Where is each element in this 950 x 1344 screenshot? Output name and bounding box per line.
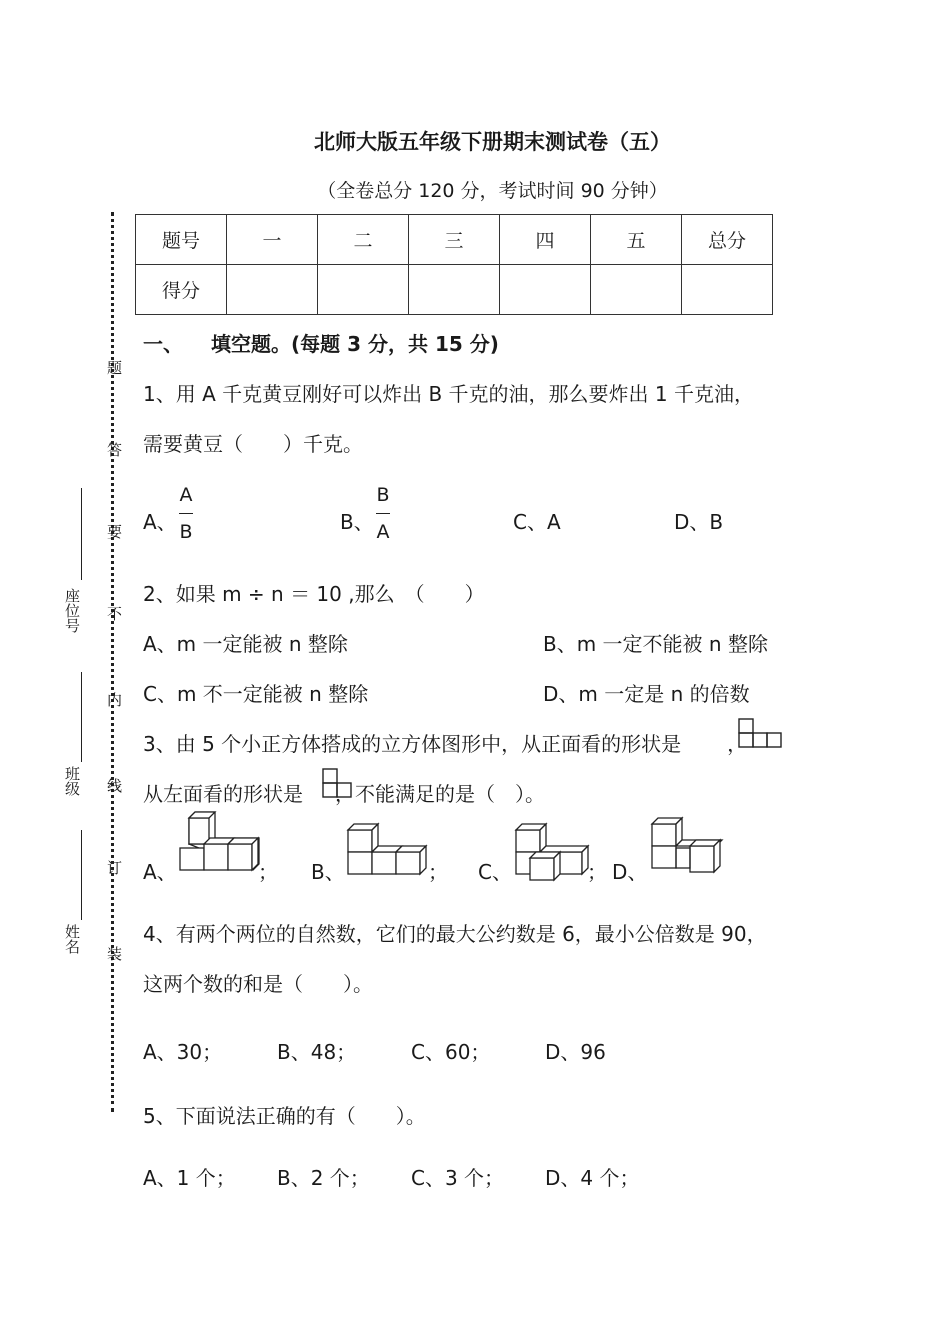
q3-option-c-cubes (514, 822, 594, 882)
notice-char-xian: 线 (105, 778, 123, 793)
q3-option-a-cubes (178, 816, 264, 876)
header-cell: 一 (227, 215, 318, 265)
fraction-numerator: A (179, 484, 193, 506)
score-cell[interactable] (682, 265, 773, 315)
left-view-figure (322, 768, 354, 798)
q4-option-a: A、30； (143, 1040, 223, 1064)
q3-stem-line1 (143, 728, 747, 757)
section-heading (143, 328, 499, 357)
q4-option-c: C、60； (411, 1040, 491, 1064)
q1-stem-line1: 1、用 A 千克黄豆刚好可以炸出 B 千克的油，那么要炸出 1 千克油， (143, 382, 754, 406)
q3-option-a-label: A、 (143, 860, 177, 884)
q2-option-a: A、m 一定能被 n 整除 (143, 632, 348, 656)
q3-option-d-label: D、 (612, 860, 648, 884)
score-table-score-row (136, 265, 773, 315)
page-title: 北师大版五年级下册期末测试卷（五） (314, 130, 671, 154)
q4-option-b: B、48； (277, 1040, 357, 1064)
q1-option-c: C、A (513, 510, 561, 534)
header-cell: 五 (591, 215, 682, 265)
q2-option-c: C、m 不一定能被 n 整除 (143, 682, 369, 706)
seat-number-blank (81, 488, 82, 580)
class-label: 班级 (63, 766, 81, 796)
q3-option-c-label: C、 (478, 860, 512, 884)
q2-stem: 2、如果 m ÷ n ＝ 10 ,那么 （ ） (143, 582, 485, 606)
score-row-label: 得分 (136, 265, 227, 315)
q3-option-c-separator: ； (587, 860, 607, 884)
q3-stem-line1-text: 3、由 5 个小正方体搭成的立方体图形中，从正面看的形状是 (143, 732, 682, 756)
binding-dotted-line (111, 212, 114, 1112)
fraction-numerator: B (376, 484, 390, 506)
q1-stem-line2: 需要黄豆（ ）千克。 (143, 432, 363, 456)
front-view-figure (738, 718, 784, 748)
q3-option-a-separator: ； (258, 860, 278, 884)
q3-option-b-cubes (346, 822, 432, 878)
q5-option-a: A、1 个； (143, 1166, 236, 1190)
q1-option-d: D、B (674, 510, 724, 534)
q2-option-d: D、m 一定是 n 的倍数 (543, 682, 750, 706)
fraction-denominator: B (179, 521, 193, 543)
fraction-denominator: A (376, 521, 390, 543)
section-title: 填空题。(每题 3 分，共 15 分) (211, 332, 499, 356)
q1-option-a-label: A、 (143, 510, 177, 534)
notice-char-zhuang: 装 (105, 946, 123, 961)
class-blank (81, 672, 82, 762)
score-table-header-row (136, 215, 773, 265)
q5-option-d: D、4 个； (545, 1166, 640, 1190)
notice-char-nei: 内 (105, 692, 123, 707)
score-cell[interactable] (409, 265, 500, 315)
header-cell: 总分 (682, 215, 773, 265)
seat-number-label: 座位号 (63, 588, 81, 633)
q5-option-b: B、2 个； (277, 1166, 370, 1190)
notice-char-bu: 不 (105, 606, 123, 621)
score-cell[interactable] (591, 265, 682, 315)
header-cell: 题号 (136, 215, 227, 265)
q5-option-c: C、3 个； (411, 1166, 505, 1190)
page-subtitle: （全卷总分 120 分，考试时间 90 分钟） (317, 180, 668, 202)
fraction-bar (179, 513, 193, 514)
notice-char-ding: 订 (105, 860, 123, 875)
score-cell[interactable] (500, 265, 591, 315)
notice-char-ti: 题 (105, 360, 123, 375)
q3-option-d-cubes (650, 816, 728, 876)
q2-option-b: B、m 一定不能被 n 整除 (543, 632, 768, 656)
header-cell: 三 (409, 215, 500, 265)
q5-stem: 5、下面说法正确的有（ ）。 (143, 1104, 426, 1128)
q3-option-b-separator: ； (428, 860, 448, 884)
q4-option-d: D、96 (545, 1040, 606, 1064)
score-table (135, 214, 773, 315)
fraction-bar (376, 513, 390, 514)
q1-option-b-label: B、 (340, 510, 374, 534)
q4-stem-line1: 4、有两个两位的自然数，它们的最大公约数是 6，最小公倍数是 90， (143, 922, 767, 946)
q3-stem-line2-end: ，不能满足的是（ ）。 (335, 782, 545, 806)
notice-char-da: 答 (105, 442, 123, 457)
q3-stem-line1-end: ， (727, 732, 748, 756)
q4-stem-line2: 这两个数的和是（ ）。 (143, 972, 373, 996)
name-label: 姓名 (63, 924, 81, 954)
q3-option-b-label: B、 (311, 860, 345, 884)
q3-stem-line2-text: 从左面看的形状是 (143, 782, 303, 806)
section-number: 一、 (143, 332, 183, 356)
header-cell: 四 (500, 215, 591, 265)
notice-char-yao: 要 (105, 524, 123, 539)
score-cell[interactable] (318, 265, 409, 315)
header-cell: 二 (318, 215, 409, 265)
name-blank (81, 830, 82, 920)
score-cell[interactable] (227, 265, 318, 315)
q1-option-a-fraction (179, 484, 193, 543)
q1-option-b-fraction (376, 484, 390, 543)
